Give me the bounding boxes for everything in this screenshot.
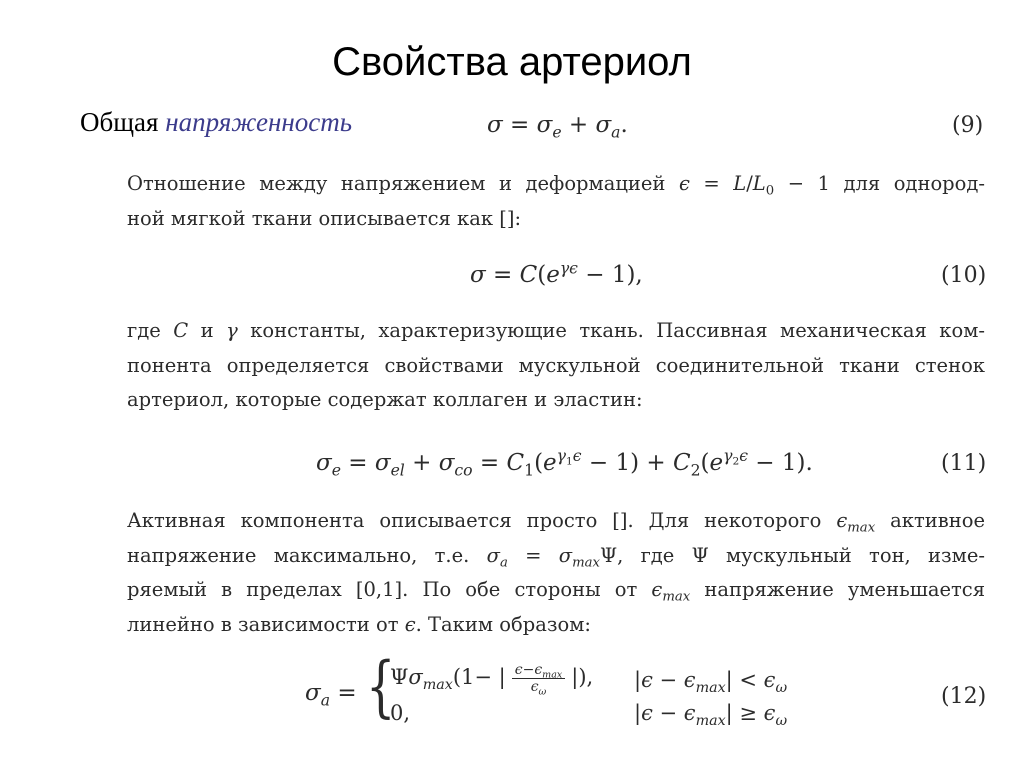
paragraph-1 [127, 167, 985, 236]
equation-12-case-2: 0, [390, 701, 411, 725]
paragraph-2-line-3: артериол, которые содержат коллаген и эластин: [127, 388, 643, 411]
equation-11-number: (11) [941, 451, 987, 476]
equation-12-brace: { [366, 648, 396, 725]
heading-highlight: напряженность [165, 107, 353, 137]
paragraph-2-line-2: понента определяется свойствами мускульной соединительной ткани стенок [127, 353, 985, 377]
paragraph-3 [127, 504, 985, 642]
paragraph-3-line-1: Активная компонента описывается просто []. Для некоторого $\epsilon_{max}$ активное [127, 509, 985, 536]
equation-12-case-1: $\Psi\sigma_{max}(1-$ | $\frac{\epsilon-\epsilon_{max}}{\epsilon_\omega}$ |), [390, 662, 594, 698]
equation-12-lhs: $\sigma_a$ = [305, 680, 357, 710]
page-title: Свойства артериол [332, 40, 692, 84]
equation-9: $\sigma = \sigma_e + \sigma_a$. [487, 112, 628, 142]
section-heading [80, 107, 352, 138]
equation-12-number: (12) [941, 684, 987, 709]
equation-12-condition-2: $|\epsilon - \epsilon_{max}| \ge \epsilon_\omega$ [634, 701, 788, 729]
equation-9-number: (9) [952, 113, 984, 138]
paragraph-1-line-2: ной мягкой ткани описывается как []: [127, 206, 522, 230]
paragraph-3-line-3: ряемый в пределах [0,1]. По обе стороны от $\epsilon_{max}$ напряжение уменьшается [127, 578, 985, 605]
equation-10-number: (10) [941, 263, 987, 288]
equation-10: $\sigma = C(e^{\gamma\epsilon} - 1)$, [470, 258, 643, 288]
heading-plain: Общая [80, 107, 159, 137]
paragraph-3-line-2: напряжение максимально, т.е. $\sigma_a = \sigma_{max}\Psi$, где Ψ мускульный тон, изме- [127, 543, 985, 571]
paragraph-3-line-4: линейно в зависимости от ϵ. Таким образом: [127, 612, 591, 636]
paragraph-1-line-1: Отношение между напряжением и деформацией $\epsilon = L/L_0 - 1$ для однород- [127, 172, 985, 199]
paragraph-2-line-1: где C и γ константы, характеризующие ткань. Пассивная механическая ком- [127, 319, 985, 342]
paragraph-2 [127, 314, 985, 418]
equation-11: $\sigma_e = \sigma_{el} + \sigma_{co} = C_1(e^{\gamma_1\epsilon} - 1) + C_2(e^{\gamma_2\epsilon} - 1)$. [316, 446, 813, 480]
equation-12-condition-1: $|\epsilon - \epsilon_{max}| < \epsilon_\omega$ [634, 668, 788, 696]
